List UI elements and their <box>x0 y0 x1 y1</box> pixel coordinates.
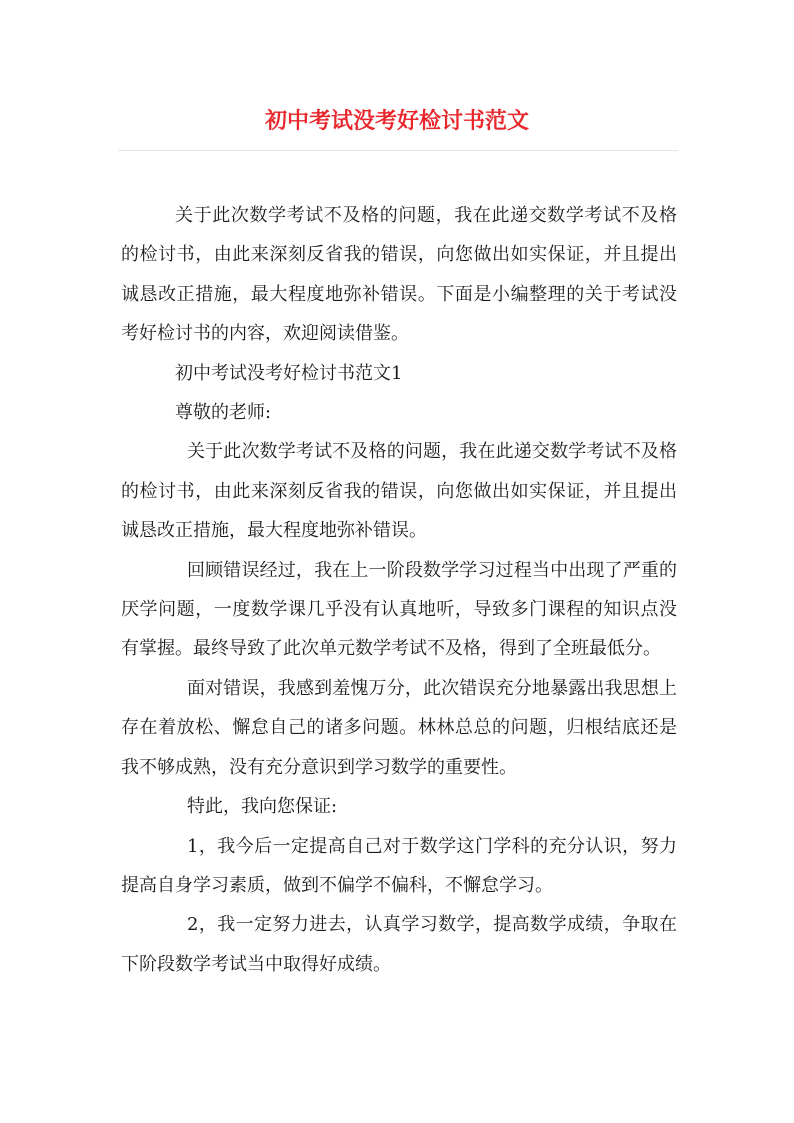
title-divider <box>118 150 678 151</box>
body-paragraph: 回顾错误经过，我在上一阶段数学学习过程当中出现了严重的厌学问题，一度数学课几乎没有认真地听，导致多门课程的知识点没有掌握。最终导致了此次单元数学考试不及格，得到了全班最低分。 <box>121 559 677 660</box>
body-paragraph: 特此，我向您保证: <box>187 796 338 818</box>
section-heading: 初中考试没考好检讨书范文1 <box>175 362 403 384</box>
body-paragraph: 面对错误，我感到羞愧万分，此次错误充分地暴露出我思想上存在着放松、懈怠自己的诸多问题。林林总总的问题，归根结底还是我不够成熟，没有充分意识到学习数学的重要性。 <box>121 677 677 778</box>
document-title: 初中考试没考好检讨书范文 <box>264 109 529 134</box>
body-paragraph: 关于此次数学考试不及格的问题，我在此递交数学考试不及格的检讨书，由此来深刻反省我的错误，向您做出如实保证，并且提出诚恳改正措施，最大程度地弥补错误。 <box>121 441 677 542</box>
pledge-item: 1，我今后一定提高自己对于数学这门学科的充分认识，努力提高自身学习素质，做到不偏学不偏科，不懈怠学习。 <box>121 835 677 896</box>
salutation: 尊敬的老师: <box>175 402 272 424</box>
pledge-item: 2，我一定努力进去，认真学习数学，提高数学成绩，争取在下阶段数学考试当中取得好成绩。 <box>121 914 677 975</box>
document-body <box>121 196 677 984</box>
intro-paragraph: 关于此次数学考试不及格的问题，我在此递交数学考试不及格的检讨书，由此来深刻反省我的错误，向您做出如实保证，并且提出诚恳改正措施，最大程度地弥补错误。下面是小编整理的关于考试没考好检讨书的内容，欢迎阅读借鉴。 <box>121 205 677 345</box>
